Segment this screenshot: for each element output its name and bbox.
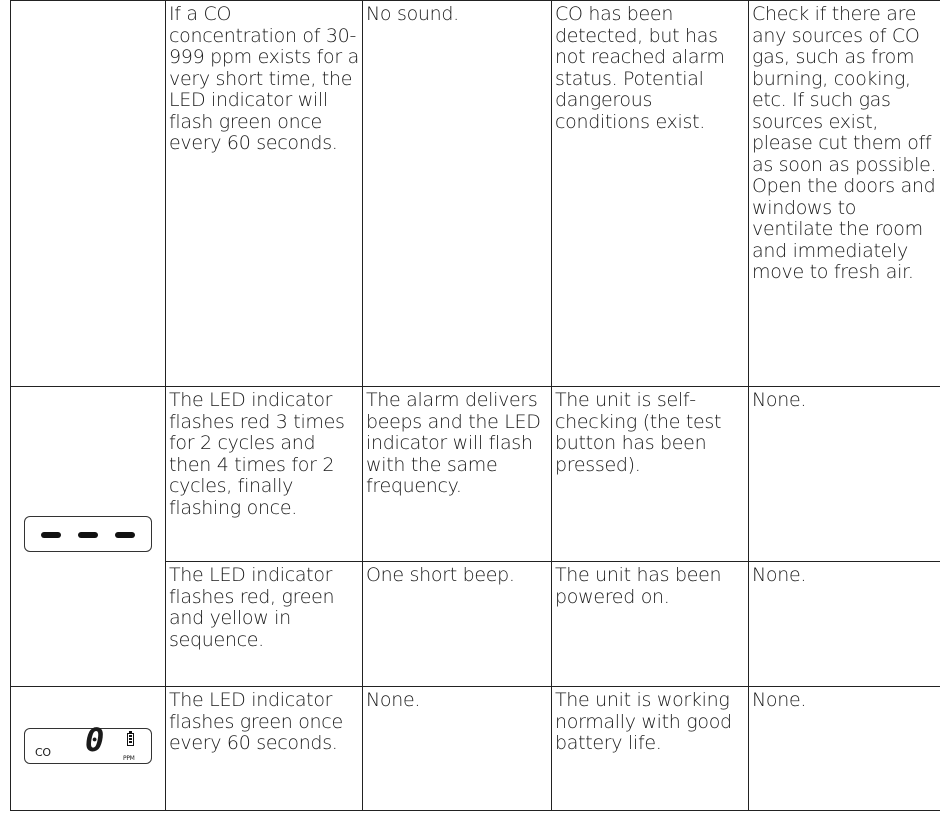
battery-icon: [127, 733, 134, 746]
meaning-cell: The unit has been powered on.: [552, 562, 749, 687]
action-cell: None.: [749, 562, 940, 687]
dash-segment-icon: [78, 532, 98, 538]
led-indicator-cell: The LED indicator flashes red 3 times for 2 cycles and then 4 times for 2 cycles, finally flashing once.: [166, 387, 363, 562]
display-cell-co-zero: [11, 687, 166, 811]
sound-cell: One short beep.: [363, 562, 552, 687]
display-cell-empty: [11, 1, 166, 387]
action-cell: None.: [749, 387, 940, 562]
meaning-cell: CO has been detected, but has not reached alarm status. Potential dangerous conditions exist.: [552, 1, 749, 387]
sound-cell: No sound.: [363, 1, 552, 387]
sound-cell: None.: [363, 687, 552, 811]
table-row: [11, 1, 940, 387]
co-label: CO: [35, 745, 51, 759]
lcd-display-co-reading: [24, 720, 152, 764]
led-indicator-cell: The LED indicator flashes green once every 60 seconds.: [166, 687, 363, 811]
ppm-reading: 0: [85, 720, 104, 759]
action-cell: None.: [749, 687, 940, 811]
action-cell: Check if there are any sources of CO gas, such as from burning, cooking, etc. If such gas sources exist, please cut them off as soon as possible. Open the doors and windows to ventilate the room and immediately move to fresh air.: [749, 1, 940, 387]
table-row: [11, 687, 940, 811]
led-indicator-cell: The LED indicator flashes red, green and yellow in sequence.: [166, 562, 363, 687]
display-cell-dashes: [11, 387, 166, 687]
meaning-cell: The unit is self-checking (the test button has been pressed).: [552, 387, 749, 562]
sound-cell: The alarm delivers beeps and the LED indicator will flash with the same frequency.: [363, 387, 552, 562]
co-alarm-indicator-table: [10, 0, 940, 811]
ppm-unit-label: PPM: [123, 754, 135, 762]
lcd-display-dashes: [24, 516, 152, 552]
table-row: [11, 387, 940, 562]
meaning-cell: The unit is working normally with good battery life.: [552, 687, 749, 811]
dash-segment-icon: [41, 532, 61, 538]
dash-segment-icon: [115, 532, 135, 538]
led-indicator-cell: If a CO concentration of 30-999 ppm exists for a very short time, the LED indicator will flash green once every 60 seconds.: [166, 1, 363, 387]
